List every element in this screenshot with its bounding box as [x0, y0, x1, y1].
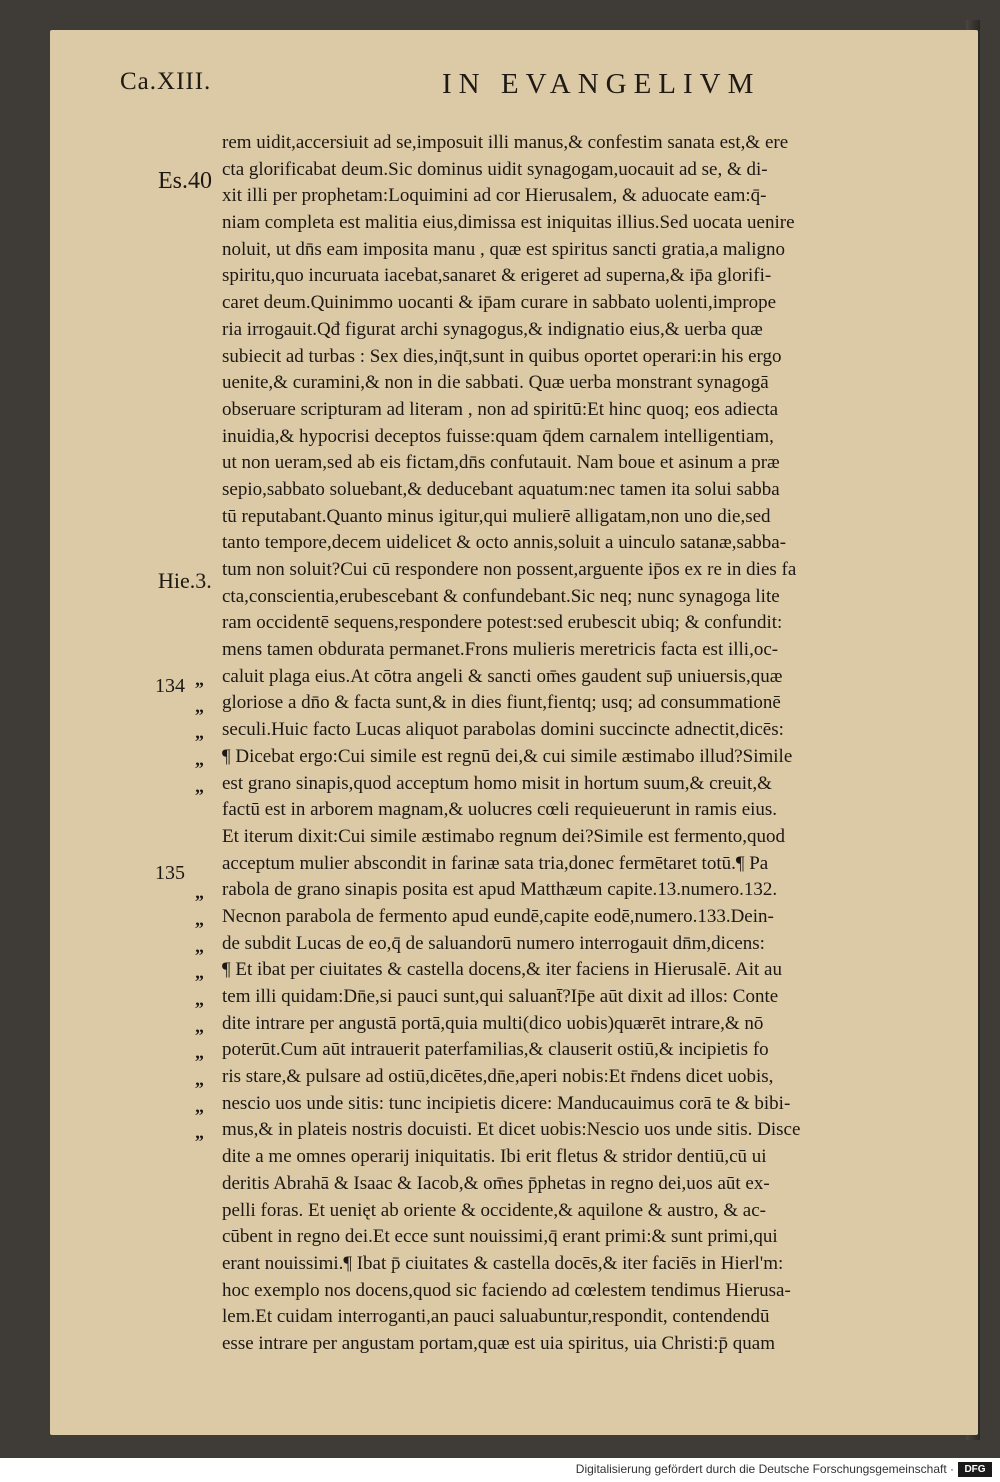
text-line: dite intrare per angustā portā,quia multi(dico uobis)quærēt intrare,& nō [222, 1012, 764, 1034]
chapter-label: Ca.XIII. [120, 68, 212, 95]
text-line: niam completa est malitia eius,dimissa est iniquitas illius.Sed uocata uenire [222, 212, 795, 234]
text-line: factū est in arborem magnam,& uolucres cœli requieuerunt in ramis eius. [222, 799, 778, 821]
text-line: tem illi quidam:Dn̄e,si pauci sunt,qui saluant̄?Ip̄e aūt dixit ad illos: Conte [222, 986, 779, 1007]
text-line: ria irrogauit.Qđ figurat archi synagogus,& indignatio eius,& uerba quæ [222, 318, 763, 340]
text-line: caluit plaga eius.At cōtra angeli & sancti om̄es gaudent sup̄ uniuersis,quæ [222, 665, 783, 687]
text-line: ris stare,& pulsare ad ostiū,dicētes,dn̄e,aperi nobis:Et r̄ndens dicet uobis, [222, 1066, 774, 1088]
dfg-logo[interactable]: DFG [958, 1462, 992, 1477]
text-line: mens tamen obdurata permanet.Frons mulieris meretricis facta est illi,oc- [222, 639, 779, 661]
text-line: sepio,sabbato soluebant,& deducebant aquatum:nec tamen ita solui sabba [222, 478, 780, 500]
text-line: ut non ueram,sed ab eis fictam,dn̄s confutauit. Nam boue et asinum a præ [222, 452, 780, 474]
text-line: tum non soluit?Cui cū respondere non possent,arguente ip̄os ex re in dies fa [222, 559, 797, 580]
quote-marker: „ [195, 696, 204, 716]
body-text [222, 130, 954, 1358]
quote-marker: „ [195, 1122, 204, 1142]
marginal-note-esaias: Es.40 [158, 168, 212, 194]
text-line: cta glorificabat deum.Sic dominus uidit synagogam,uocauit ad se, & di- [222, 158, 768, 180]
text-line: ¶ Et ibat per ciuitates & castella docens,& iter faciens in Hierusalē. Ait au [222, 959, 782, 981]
text-line: ram occidentē sequens,respondere potest:sed erubescit ubiq; & confundit: [222, 612, 783, 634]
quote-marker: „ [195, 962, 204, 982]
footer-bar [0, 1458, 1000, 1482]
text-line: subiecit ad turbas : Sex dies,inq̄t,sunt in quibus oportet operari:in his ergo [222, 345, 782, 367]
text-line: cūbent in regno dei.Et ecce sunt nouissimi,q̄ erant primi:& sunt primi,qui [222, 1226, 778, 1248]
quote-marker: „ [195, 1096, 204, 1116]
text-line: de subdit Lucas de eo,q̄ de saluandorū numero interrogauit dn̄m,dicens: [222, 932, 765, 954]
text-line: pelli foras. Et uenięt ab oriente & occidente,& aquilone & austro, & ac- [222, 1199, 766, 1221]
text-line: tanto tempore,decem uidelicet & octo annis,soluit a uinculo satanæ,sabba- [222, 532, 787, 554]
text-line: Necnon parabola de fermento apud eundē,capite eodē,numero.133.Dein- [222, 905, 774, 927]
text-line: Et iterum dixit:Cui simile æstimabo regnum dei?Simile est fermento,quod [222, 825, 786, 847]
quote-marker: „ [195, 936, 204, 956]
text-line: mus,& in plateis nostris docuisti. Et dicet uobis:Nescio uos unde sitis. Disce [222, 1119, 801, 1141]
text-line: rem uidit,accersiuit ad se,imposuit illi manus,& confestim sanata est,& ere [222, 132, 789, 153]
text-line: dite a me omnes operarij iniquitatis. Ibi erit fletus & stridor dentiū,cū ui [222, 1146, 767, 1168]
footer-credit: Digitalisierung gefördert durch die Deutsche Forschungsgemeinschaft · [575, 1462, 954, 1476]
marginal-note-number-135: 135 [155, 862, 185, 884]
quote-marker: „ [195, 989, 204, 1009]
text-line: obseruare scripturam ad literam , non ad spiritū:Et hinc quoq; eos adiecta [222, 398, 779, 420]
text-line: est grano sinapis,quod acceptum homo misit in hortum suum,& creuit,& [222, 772, 772, 794]
marginal-note-hieremias: Hie.3. [158, 568, 212, 593]
quote-marker: „ [195, 722, 204, 742]
text-line: inuidia,& hypocrisi deceptos fuisse:quam q̄dem carnalem intelligentiam, [222, 425, 774, 447]
text-line: deritis Abrahā & Isaac & Iacob,& om̄es p̄phetas in regno dei,uos aūt ex- [222, 1172, 770, 1194]
text-line: nescio uos unde sitis: tunc incipietis dicere: Manducauimus corā te & bibi- [222, 1092, 791, 1114]
text-line: gloriose a dn̄o & facta sunt,& in dies fiunt,fientq; usq; ad consummationē [222, 692, 781, 714]
quote-marker: „ [195, 882, 204, 902]
quote-marker: „ [195, 776, 204, 796]
running-head [120, 68, 930, 108]
text-line: xit illi per prophetam:Loquimini ad cor Hierusalem, & aduocate eam:q̄- [222, 185, 767, 207]
text-line: rabola de grano sinapis posita est apud Matthæum capite.13.numero.132. [222, 879, 778, 901]
marginal-note-number-134: 134 [155, 675, 185, 697]
text-line: esse intrare per angustam portam,quæ est uia spiritus, uia Christi:p̄ quam [222, 1332, 776, 1354]
text-line: spiritu,quo incuruata iacebat,sanaret & erigeret ad superna,& ip̄a glorifi- [222, 265, 772, 287]
text-line: caret deum.Quinimmo uocanti & ip̄am curare in sabbato uolenti,imprope [222, 292, 777, 314]
page-title: IN EVANGELIVM [442, 68, 761, 100]
text-line: uenite,& curamini,& non in die sabbati. Quæ uerba monstrant synagogā [222, 372, 769, 394]
text-line: tū reputabant.Quanto minus igitur,qui mulierē alligatam,non uno die,sed [222, 505, 771, 527]
quote-marker: „ [195, 669, 204, 689]
text-line: erant nouissimi.¶ Ibat p̄ ciuitates & castella docēs,& iter faciēs in Hierl'm: [222, 1252, 784, 1274]
quote-marker: „ [195, 1069, 204, 1089]
quote-marker: „ [195, 1016, 204, 1036]
text-line: lem.Et cuidam interroganti,an pauci saluabuntur,respondit, contendendū [222, 1306, 770, 1328]
quote-marker: „ [195, 1042, 204, 1062]
text-line: ¶ Dicebat ergo:Cui simile est regnū dei,& cui simile æstimabo illud?Simile [222, 745, 793, 767]
text-line: noluit, ut dn̄s eam imposita manu , quæ est spiritus sancti gratia,a maligno [222, 238, 786, 260]
quote-marker: „ [195, 909, 204, 929]
text-line: acceptum mulier abscondit in farinæ sata tria,donec fermētaret totū.¶ Pa [222, 852, 769, 874]
text-line: poterūt.Cum aūt intrauerit paterfamilias,& clauserit ostiū,& incipietis fo [222, 1039, 769, 1061]
quote-marker: „ [195, 749, 204, 769]
text-line: hoc exemplo nos docens,quod sic faciendo ad cœlestem tendimus Hierusa- [222, 1279, 791, 1301]
text-line: seculi.Huic facto Lucas aliquot parabolas domini succincte adnectit,dicēs: [222, 719, 784, 741]
text-line: cta,conscientia,erubescebant & confundebant.Sic neq; nunc synagoga lite [222, 585, 780, 607]
